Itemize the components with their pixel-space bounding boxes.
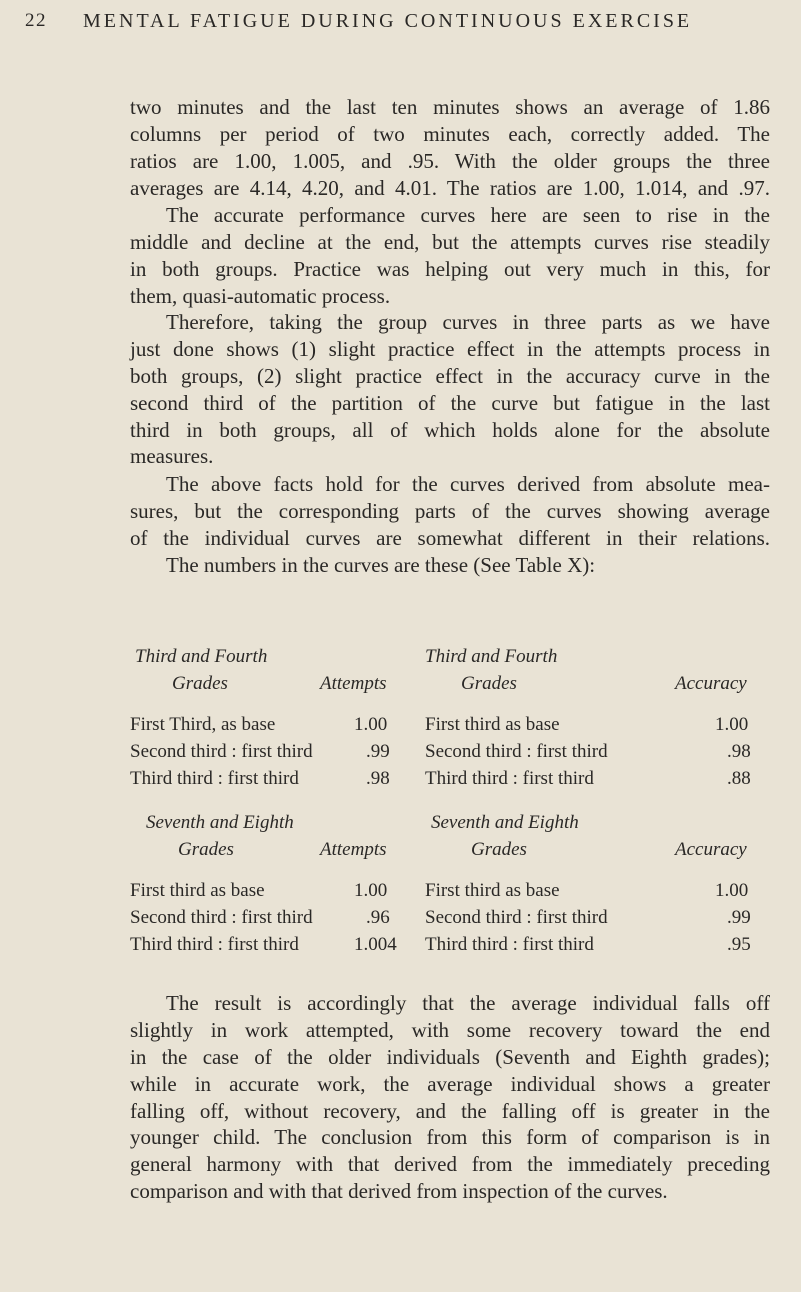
row-label: First third as base [425, 880, 560, 901]
row-label: Second third : first third [130, 907, 313, 928]
paragraph-3 [130, 309, 770, 470]
row-value: .99 [366, 741, 390, 762]
row-value: 1.00 [715, 880, 749, 901]
paragraph-4 [130, 471, 770, 579]
row-label: Second third : first third [130, 741, 313, 762]
table-subtitle: Grades [178, 839, 234, 860]
row-value: .88 [727, 768, 751, 789]
row-label: Third third : first third [425, 768, 594, 789]
text-line: just done shows (1) slight practice effect in the attempts process in [130, 336, 770, 361]
row-value: .99 [727, 907, 751, 928]
table-title: Seventh and Eighth [431, 812, 579, 833]
column-header: Accuracy [675, 839, 747, 860]
text-line: general harmony with that derived from the immediately preceding [130, 1152, 770, 1177]
row-label: Second third : first third [425, 907, 608, 928]
text-line: The above facts hold for the curves derived from absolute mea- [166, 472, 770, 496]
row-value: .98 [727, 741, 751, 762]
column-header: Accuracy [675, 673, 747, 694]
text-line: in both groups. Practice was helping out very much in this, for [130, 256, 770, 281]
text-line: two minutes and the last ten minutes shows an average of 1.86 [130, 95, 770, 119]
text-line: The accurate performance curves here are seen to rise in the [166, 203, 770, 227]
text-line: averages are 4.14, 4.20, and 4.01. The ratios are 1.00, 1.014, and .97. [130, 175, 770, 200]
paragraph-5 [130, 990, 770, 1205]
row-value: 1.00 [354, 880, 388, 901]
row-label: First Third, as base [130, 714, 276, 735]
row-value: 1.00 [354, 714, 388, 735]
text-line: second third of the partition of the curve but fatigue in the last [130, 390, 770, 415]
text-line: measures. [130, 444, 214, 469]
text-line: them, quasi-automatic process. [130, 283, 391, 308]
text-line: The numbers in the curves are these (See Table X): [166, 552, 596, 577]
text-line: comparison and with that derived from inspection of the curves. [130, 1179, 668, 1204]
text-line: both groups, (2) slight practice effect in the accuracy curve in the [130, 363, 770, 388]
row-value: 1.00 [715, 714, 749, 735]
row-label: Third third : first third [130, 768, 299, 789]
text-line: in the case of the older individuals (Seventh and Eighth grades); [130, 1044, 770, 1069]
row-value: .98 [366, 768, 390, 789]
text-line: The result is accordingly that the average individual falls off [166, 991, 770, 1015]
column-header: Attempts [320, 839, 387, 860]
text-line: middle and decline at the end, but the attempts curves rise steadily [130, 229, 770, 254]
text-line: sures, but the corresponding parts of the curves showing average [130, 498, 770, 523]
table-subtitle: Grades [172, 673, 228, 694]
text-line: columns per period of two minutes each, correctly added. The [130, 121, 770, 146]
row-label: First third as base [130, 880, 265, 901]
text-line: younger child. The conclusion from this form of comparison is in [130, 1125, 770, 1150]
row-label: Third third : first third [130, 934, 299, 955]
running-title: MENTAL FATIGUE DURING CONTINUOUS EXERCISE [83, 10, 693, 32]
text-line: falling off, without recovery, and the falling off is greater in the [130, 1098, 770, 1123]
table-title: Third and Fourth [135, 646, 268, 667]
table-subtitle: Grades [461, 673, 517, 694]
text-line: of the individual curves are somewhat different in their relations. [130, 525, 770, 550]
column-header: Attempts [320, 673, 387, 694]
paragraph-2 [130, 202, 770, 310]
text-line: while in accurate work, the average individual shows a greater [130, 1071, 770, 1096]
text-line: third in both groups, all of which holds alone for the absolute [130, 417, 770, 442]
text-line: slightly in work attempted, with some recovery toward the end [130, 1017, 770, 1042]
row-label: Third third : first third [425, 934, 594, 955]
page-number: 22 [25, 10, 47, 31]
row-value: 1.004 [354, 934, 397, 955]
text-line: ratios are 1.00, 1.005, and .95. With the older groups the three [130, 148, 770, 173]
row-label: Second third : first third [425, 741, 608, 762]
row-value: .95 [727, 934, 751, 955]
row-value: .96 [366, 907, 390, 928]
row-label: First third as base [425, 714, 560, 735]
text-line: Therefore, taking the group curves in three parts as we have [166, 310, 770, 334]
table-title: Seventh and Eighth [146, 812, 294, 833]
table-title: Third and Fourth [425, 646, 558, 667]
paragraph-1 [130, 94, 770, 202]
table-subtitle: Grades [471, 839, 527, 860]
